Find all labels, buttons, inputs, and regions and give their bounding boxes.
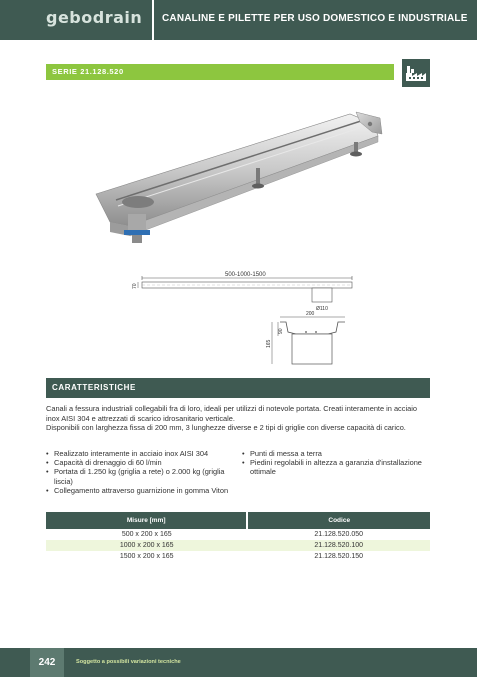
section-header xyxy=(46,378,430,398)
total-depth-label: 165 xyxy=(266,339,272,348)
header-title: CANALINE E PILETTE PER USO DOMESTICO E INDUSTRIALE xyxy=(162,13,468,24)
feature-item: • Realizzato interamente in acciaio inox AISI 304 xyxy=(46,449,236,458)
footer-note: Soggetto a possibili variazioni tecniche xyxy=(76,659,181,665)
page-number-box xyxy=(30,648,64,677)
features-list-right xyxy=(242,449,422,477)
factory-icon xyxy=(402,59,430,87)
intro-text xyxy=(46,404,432,433)
code-cell: 21.128.520.150 xyxy=(314,553,364,560)
page-header xyxy=(0,0,477,40)
channel-depth-label: 90 xyxy=(278,328,284,334)
size-cell: 1500 x 200 x 165 xyxy=(119,553,174,560)
feature-item: • Piedini regolabili in altezza a garanzia d'installazione ottimale xyxy=(242,458,422,476)
series-bar xyxy=(46,64,394,80)
feature-item: • Punti di messa a terra xyxy=(242,449,422,458)
width-dimension-label: 200 xyxy=(306,311,315,317)
page-footer xyxy=(0,648,477,677)
table-header-row xyxy=(46,512,430,529)
technical-drawing xyxy=(130,262,370,372)
product-image xyxy=(88,102,388,252)
header-divider xyxy=(152,0,154,40)
size-cell: 1000 x 200 x 165 xyxy=(46,540,247,551)
page-number: 242 xyxy=(38,657,56,668)
outlet-dimension-label: Ø110 xyxy=(316,306,328,312)
size-cell: 500 x 200 x 165 xyxy=(121,531,172,538)
specs-table xyxy=(46,512,430,562)
column-header-size: Misure [mm] xyxy=(46,512,247,529)
feature-item: • Portata di 1.250 kg (griglia a rete) o 2.000 kg (griglia liscia) xyxy=(46,467,236,485)
feature-item: • Capacità di drenaggio di 60 l/min xyxy=(46,458,236,467)
features-list-left xyxy=(46,449,236,495)
table-row xyxy=(46,540,430,551)
code-cell: 21.128.520.050 xyxy=(314,531,364,538)
feature-item: • Collegamento attraverso guarnizione in gomma Viton xyxy=(46,486,236,495)
column-header-code: Codice xyxy=(247,512,430,529)
intro-paragraph-2: Disponibili con larghezza fissa di 200 mm, 3 lunghezze diverse e 2 tipi di griglie con diverse capacità di carico. xyxy=(46,423,406,433)
series-label: SERIE 21.128.520 xyxy=(52,67,124,76)
code-cell: 21.128.520.100 xyxy=(247,540,430,551)
brand-logo: gebodrain xyxy=(46,8,143,27)
table-row xyxy=(46,551,430,562)
table-row xyxy=(46,529,430,540)
height-dimension-label: 70 xyxy=(132,283,138,289)
section-title: CARATTERISTICHE xyxy=(52,383,136,392)
length-dimension-label: 500-1000-1500 xyxy=(225,272,266,278)
intro-paragraph-1: Canali a fessura industriali collegabili fra di loro, ideali per utilizzi di notevole portata. Creati interamente in acciaio inox AISI 304 e attrezzati di scarico idrosanitario verticale. xyxy=(46,404,417,423)
